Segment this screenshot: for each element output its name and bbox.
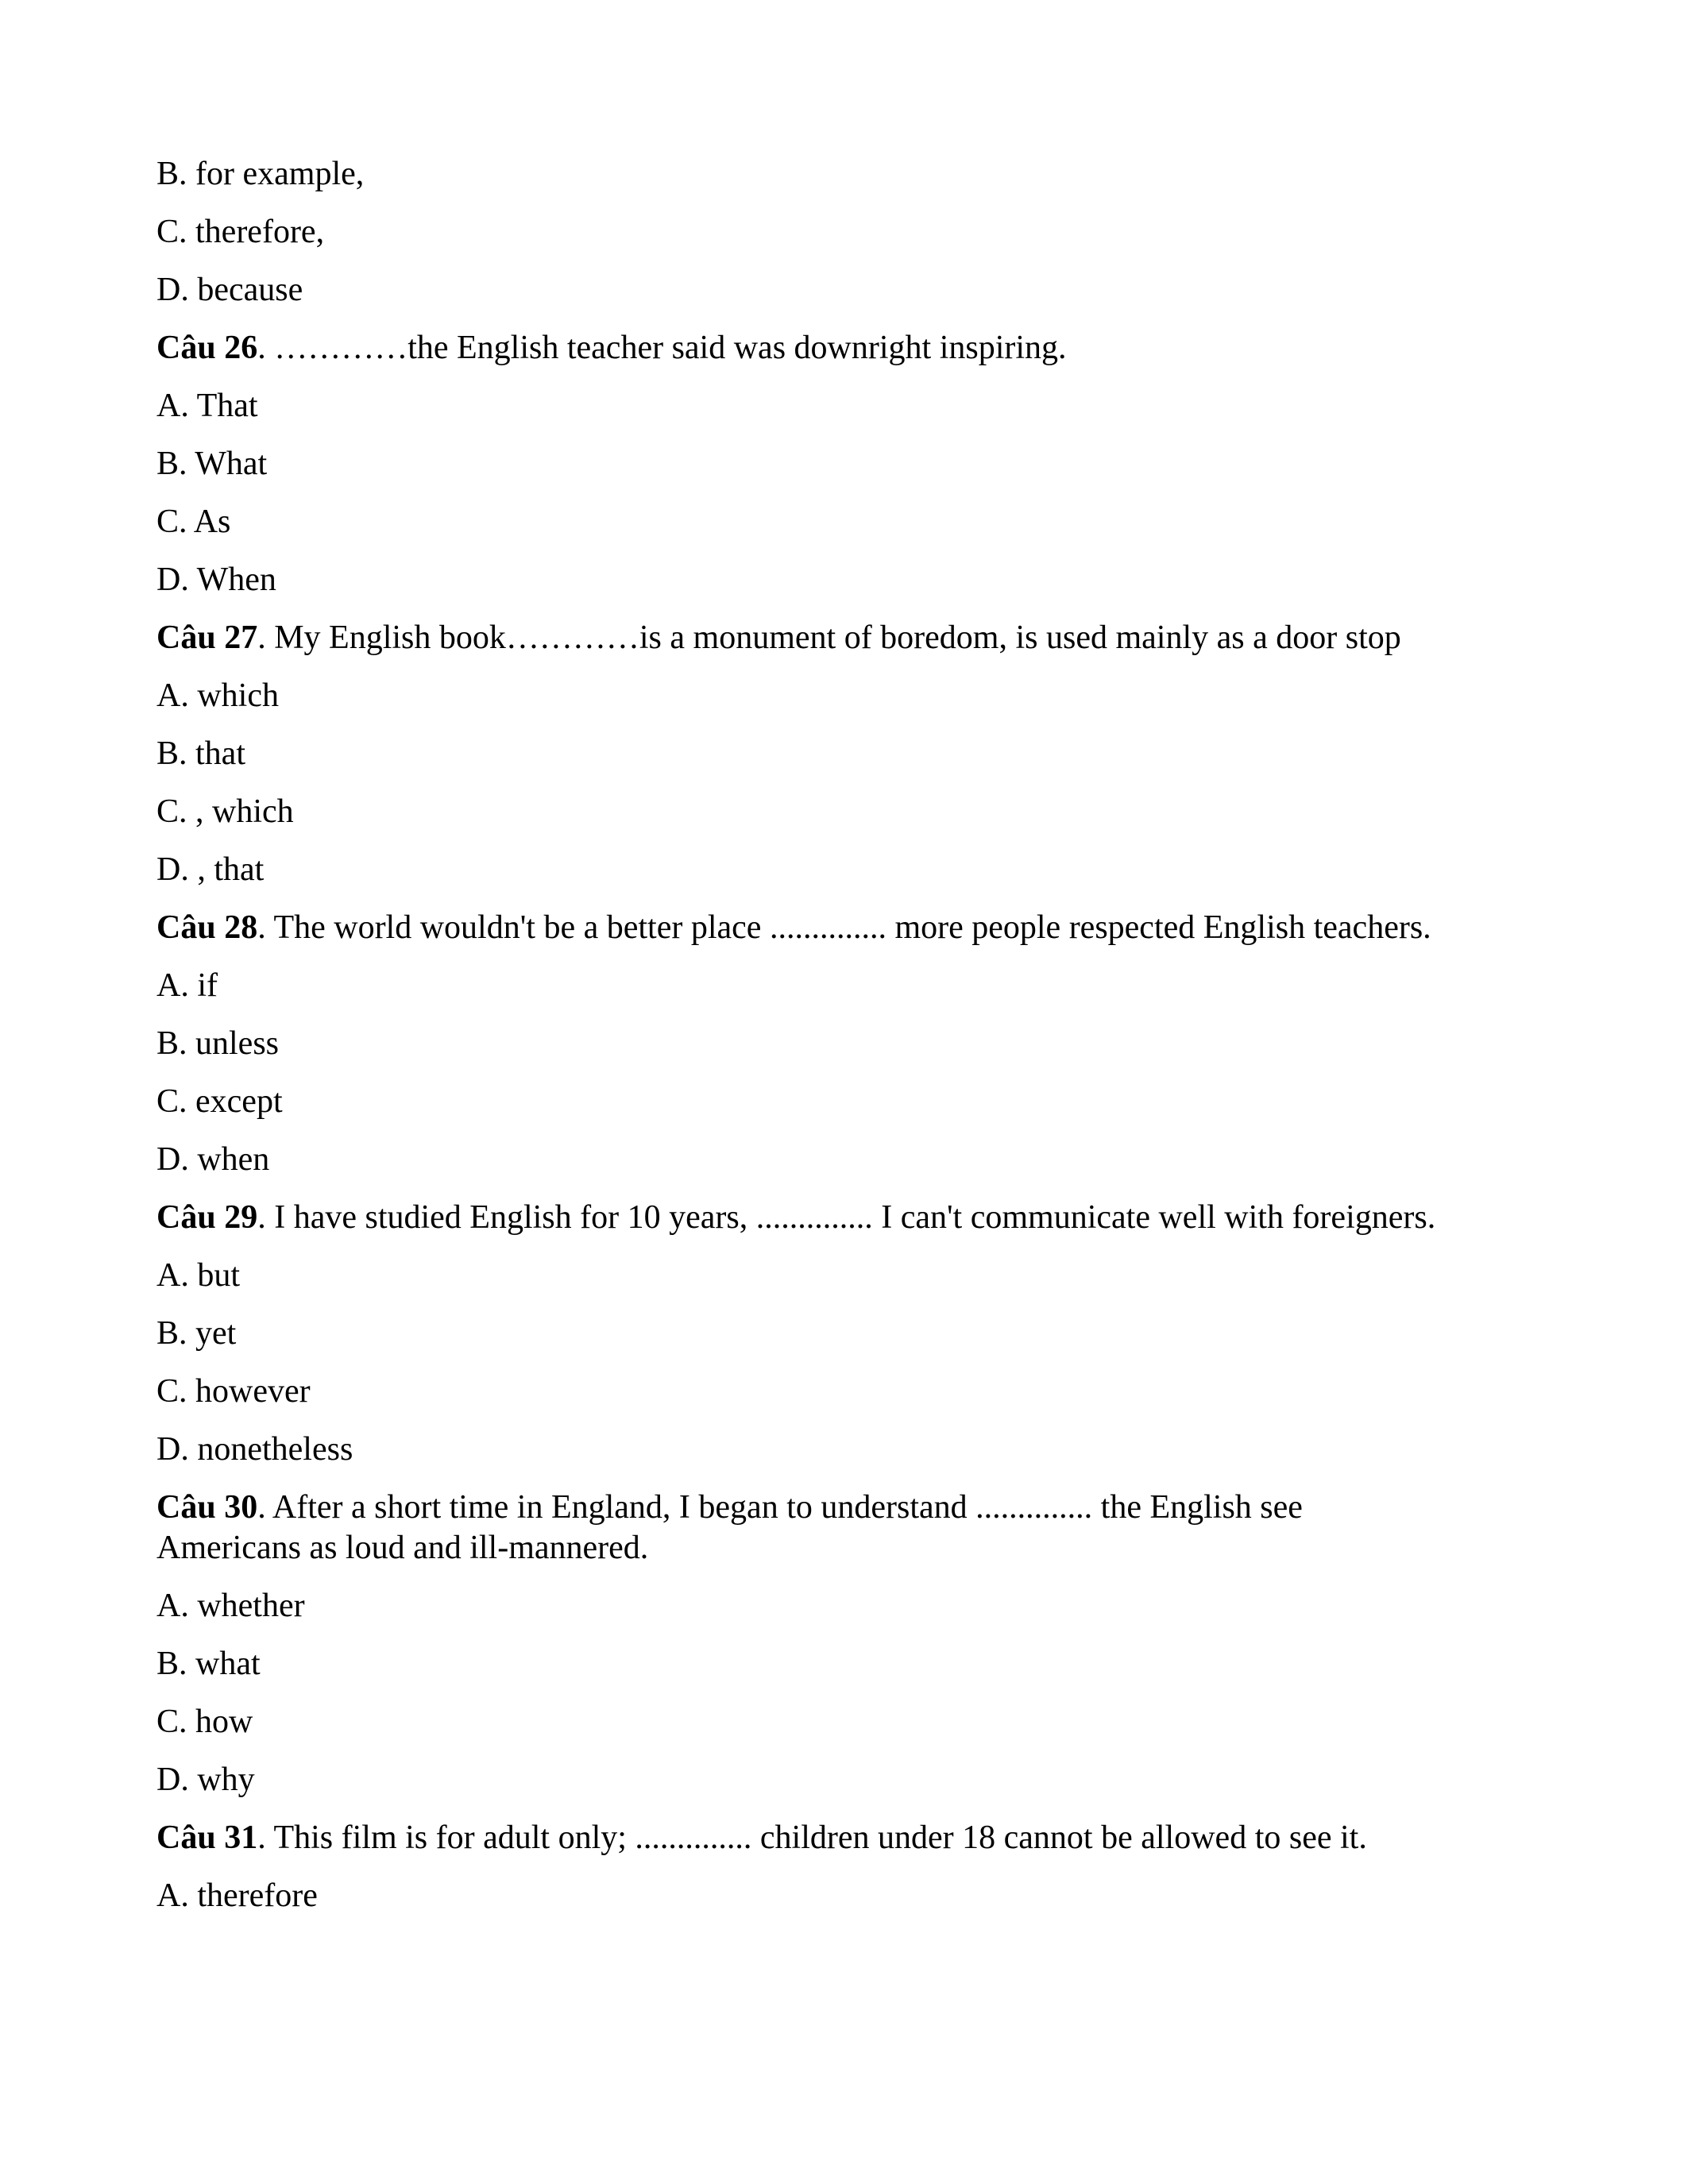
- option-item: A. but: [156, 1257, 240, 1294]
- question-text: . After a short time in England, I began to understand .............. the English see Americans as loud and ill-mannered.: [156, 1489, 1303, 1566]
- option-item: A. if: [156, 967, 218, 1004]
- option-item: B. for example,: [156, 156, 365, 192]
- question-label: Câu 29: [156, 1199, 258, 1236]
- option-item: D. why: [156, 1761, 255, 1798]
- question-label: Câu 28: [156, 909, 258, 946]
- option-item: A. therefore: [156, 1877, 318, 1914]
- option-item: D. because: [156, 272, 303, 308]
- option-item: C. , which: [156, 793, 294, 830]
- option-item: D. when: [156, 1141, 270, 1178]
- question-label: Câu 27: [156, 619, 258, 656]
- question-text: . My English book…………is a monument of boredom, is used mainly as a door stop: [257, 619, 1401, 656]
- option-item: B. yet: [156, 1315, 237, 1352]
- option-item: D. nonetheless: [156, 1431, 353, 1468]
- question-31: [156, 1818, 1539, 1858]
- option-item: B. unless: [156, 1025, 280, 1062]
- question-26: [156, 328, 1539, 369]
- document-content: [156, 154, 1539, 1934]
- option-item: B. that: [156, 735, 245, 772]
- option-item: C. however: [156, 1373, 311, 1410]
- option-item: C. except: [156, 1083, 283, 1120]
- option-item: B. What: [156, 446, 268, 482]
- option-item: D. When: [156, 561, 276, 598]
- option-item: B. what: [156, 1646, 261, 1682]
- option-item: A. whether: [156, 1588, 305, 1624]
- question-29: [156, 1198, 1539, 1238]
- option-item: C. how: [156, 1704, 253, 1740]
- question-27: [156, 618, 1539, 658]
- question-label: Câu 30: [156, 1489, 258, 1526]
- question-text: . This film is for adult only; .............. children under 18 cannot be allowed to see it.: [257, 1819, 1367, 1856]
- question-label: Câu 31: [156, 1819, 258, 1856]
- option-item: D. , that: [156, 851, 265, 888]
- question-28: [156, 908, 1539, 948]
- question-text: . The world wouldn't be a better place .............. more people respected English teachers.: [257, 909, 1431, 946]
- option-item: A. That: [156, 388, 258, 424]
- option-item: C. As: [156, 504, 231, 540]
- question-text: . I have studied English for 10 years, .............. I can't communicate well with foreigners.: [257, 1199, 1436, 1236]
- question-text: . …………the English teacher said was downright inspiring.: [257, 330, 1067, 366]
- question-30: [156, 1488, 1396, 1569]
- option-item: A. which: [156, 677, 279, 714]
- option-item: C. therefore,: [156, 214, 325, 250]
- question-label: Câu 26: [156, 330, 258, 366]
